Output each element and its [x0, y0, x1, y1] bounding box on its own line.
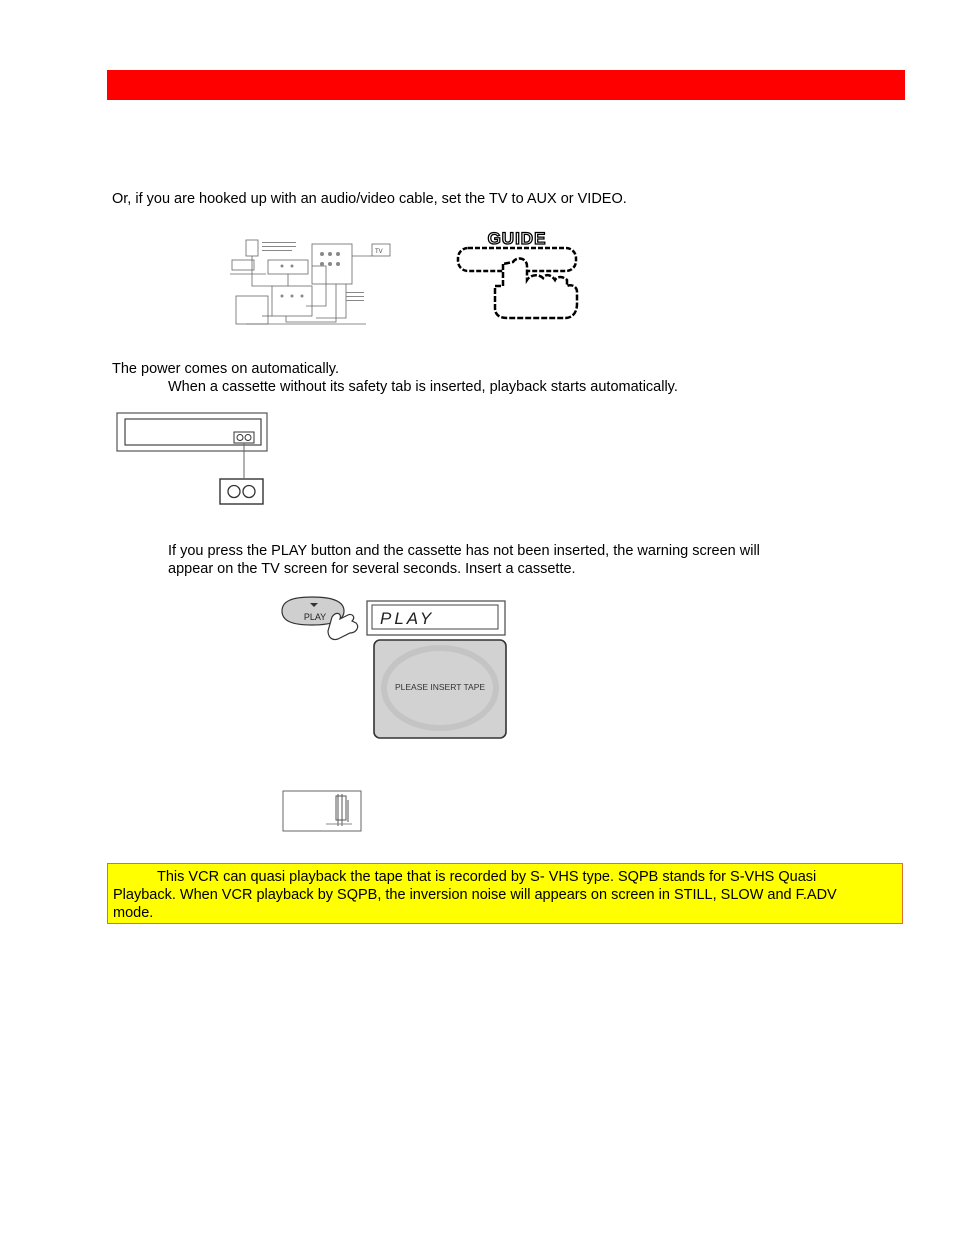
vcr-display-figure: [366, 600, 506, 636]
play-button-label: PLAY: [303, 612, 327, 622]
power-line: The power comes on automatically.: [112, 361, 340, 377]
note-line-2: Playback. When VCR playback by SQPB, the inversion noise will appears on screen in STILL, SLOW and F.ADV: [113, 887, 837, 903]
note-line-1: This VCR can quasi playback the tape that is recorded by S- VHS type. SQPB stands for S-VHS Quasi: [157, 869, 817, 885]
hookup-diagram: [226, 236, 392, 330]
note-line-3: mode.: [113, 905, 154, 921]
vcr-cassette-figure: [116, 412, 272, 508]
warning-line-1: If you press the PLAY button and the cassette has not been inserted, the warning screen will: [168, 543, 760, 559]
tv-warning-text: PLEASE INSERT TAPE: [394, 682, 486, 692]
small-tracking-figure: [282, 790, 362, 832]
play-button-figure: [278, 593, 362, 643]
display-text: PLAY: [380, 609, 435, 628]
tv-warning-screen: [372, 638, 508, 740]
aux-instruction: Or, if you are hooked up with an audio/video cable, set the TV to AUX or VIDEO.: [112, 191, 627, 207]
sqpb-note-box: [107, 863, 903, 924]
guide-label: GUIDE: [487, 229, 547, 248]
section-header-bar: [107, 70, 905, 100]
autoplay-line: When a cassette without its safety tab is inserted, playback starts automatically.: [168, 379, 678, 395]
warning-line-2: appear on the TV screen for several seconds. Insert a cassette.: [168, 561, 576, 577]
guide-button-figure: [455, 228, 580, 323]
hookup-tv-label: TV: [375, 249, 383, 255]
